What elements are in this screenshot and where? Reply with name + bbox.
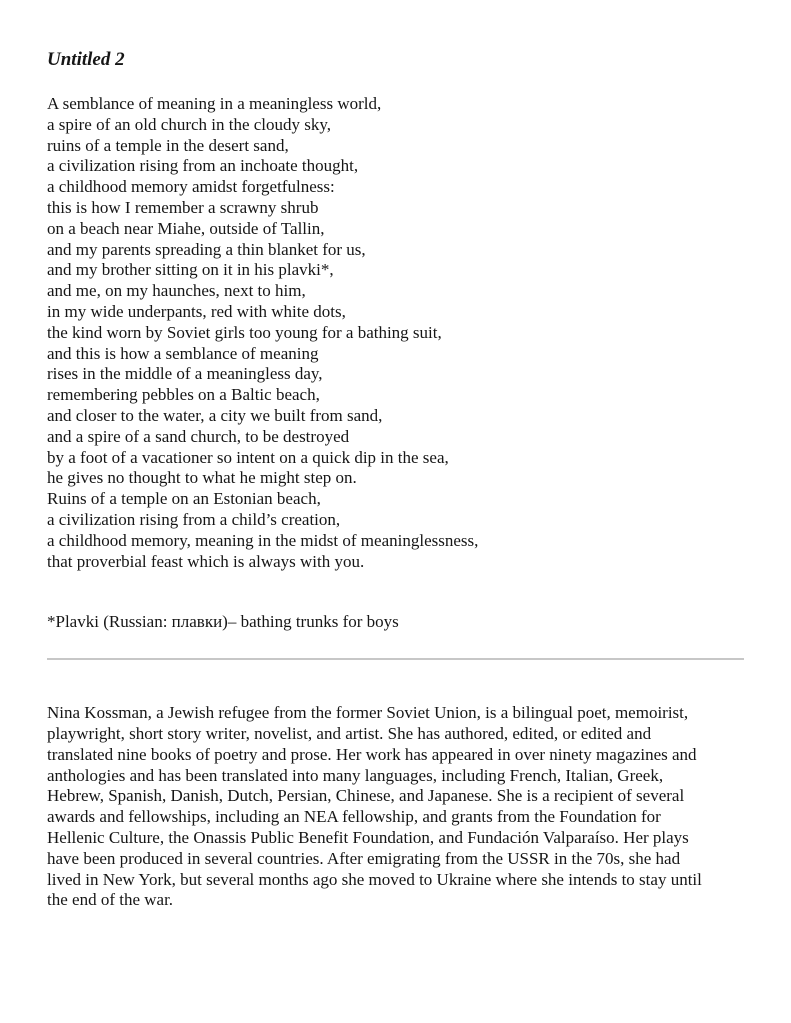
- poem-body: [47, 94, 744, 572]
- author-bio: [47, 703, 744, 911]
- bio-line: have been produced in several countries. After emigrating from the USSR in the 70s, she had: [47, 848, 681, 868]
- poem-line: ruins of a temple in the desert sand,: [47, 135, 289, 155]
- bio-line: playwright, short story writer, novelist, and artist. She has authored, edited, or edited and: [47, 723, 652, 743]
- poem-line: and my parents spreading a thin blanket for us,: [47, 239, 366, 259]
- poem-line: he gives no thought to what he might step on.: [47, 468, 357, 488]
- poem-line: in my wide underpants, red with white dots,: [47, 301, 346, 321]
- poem-line: this is how I remember a scrawny shrub: [47, 197, 319, 217]
- bio-line: the end of the war.: [47, 890, 174, 910]
- poem-line: on a beach near Miahe, outside of Tallin,: [47, 218, 325, 238]
- footnote: *Plavki (Russian: плавки)– bathing trunks for boys: [47, 612, 399, 632]
- poem-line: a childhood memory, meaning in the midst of meaninglessness,: [47, 530, 479, 550]
- poem-line: a spire of an old church in the cloudy sky,: [47, 114, 332, 134]
- poem-line: and a spire of a sand church, to be destroyed: [47, 426, 350, 446]
- poem-line: and closer to the water, a city we built from sand,: [47, 405, 383, 425]
- poem-line: Ruins of a temple on an Estonian beach,: [47, 489, 321, 509]
- poem-line: and me, on my haunches, next to him,: [47, 281, 306, 301]
- poem-line: a civilization rising from an inchoate thought,: [47, 156, 359, 176]
- poem-line: remembering pebbles on a Baltic beach,: [47, 385, 320, 405]
- bio-line: Hellenic Culture, the Onassis Public Benefit Foundation, and Fundación Valparaíso. Her plays: [47, 827, 689, 847]
- poem-line: A semblance of meaning in a meaningless world,: [47, 94, 382, 113]
- bio-line: lived in New York, but several months ago she moved to Ukraine where she intends to stay until: [47, 869, 702, 889]
- poem-line: by a foot of a vacationer so intent on a quick dip in the sea,: [47, 447, 449, 467]
- bio-line: Nina Kossman, a Jewish refugee from the former Soviet Union, is a bilingual poet, memoirist,: [47, 703, 689, 723]
- bio-line: anthologies and has been translated into many languages, including French, Italian, Greek,: [47, 765, 664, 785]
- poem-line: a civilization rising from a child’s creation,: [47, 509, 341, 529]
- bio-line: awards and fellowships, including an NEA fellowship, and grants from the Foundation for: [47, 807, 661, 827]
- poem-line: rises in the middle of a meaningless day,: [47, 364, 323, 384]
- poem-line: a childhood memory amidst forgetfulness:: [47, 177, 335, 197]
- bio-line: Hebrew, Spanish, Danish, Dutch, Persian, Chinese, and Japanese. She is a recipient of several: [47, 786, 685, 806]
- poem-line: and this is how a semblance of meaning: [47, 343, 319, 363]
- section-divider: [47, 658, 744, 660]
- poem-line: and my brother sitting on it in his plavki*,: [47, 260, 334, 280]
- poem-line: that proverbial feast which is always with you.: [47, 551, 365, 571]
- bio-line: translated nine books of poetry and prose. Her work has appeared in over ninety magazines and: [47, 744, 697, 764]
- poem-line: the kind worn by Soviet girls too young for a bathing suit,: [47, 322, 442, 342]
- poem-title: Untitled 2: [47, 49, 125, 70]
